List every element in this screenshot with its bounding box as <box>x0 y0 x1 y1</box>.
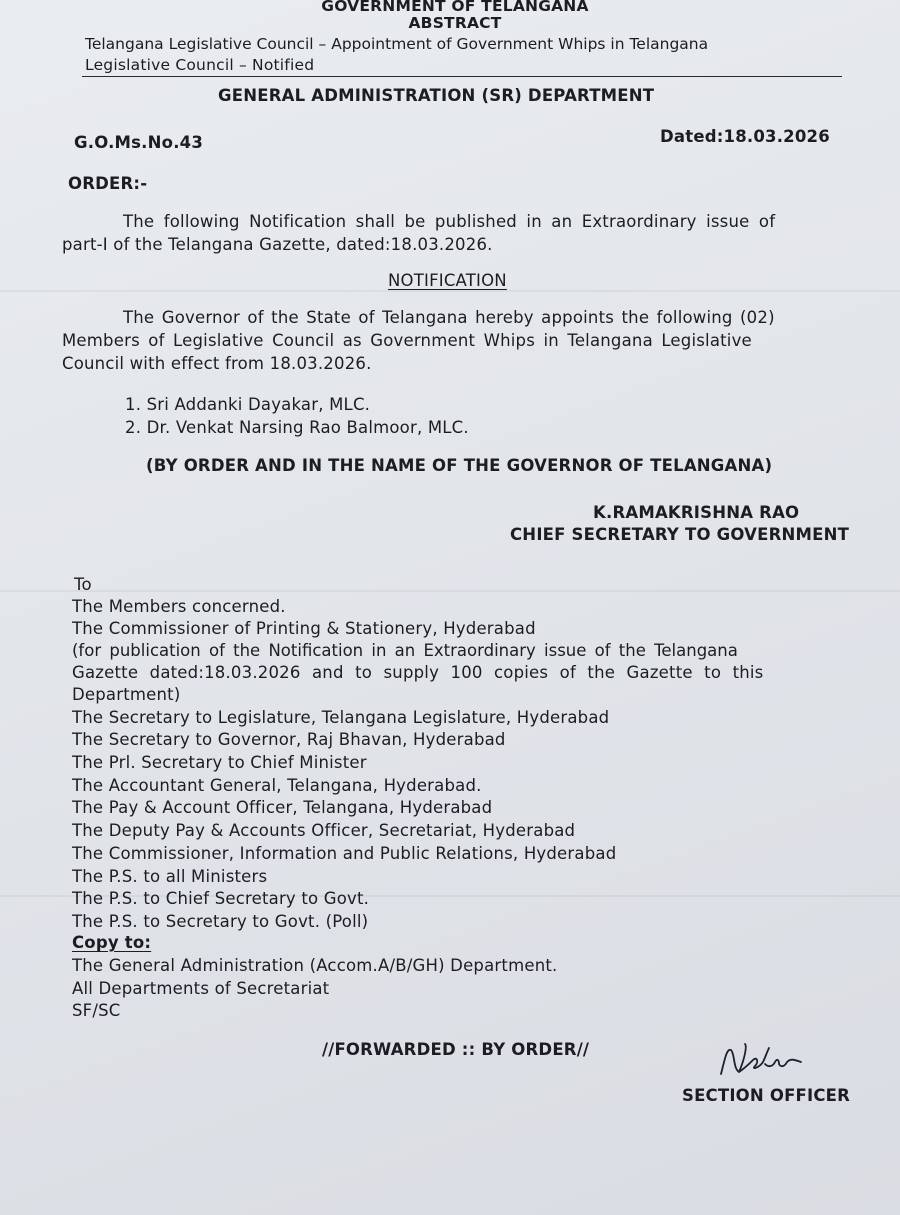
copy-to-label: Copy to: <box>72 933 152 952</box>
abstract-heading: ABSTRACT <box>408 14 502 32</box>
recipient-line: The Pay & Account Officer, Telangana, Hyderabad <box>72 798 493 817</box>
recipient-line: Department) <box>72 685 181 704</box>
department-heading: GENERAL ADMINISTRATION (SR) DEPARTMENT <box>218 86 655 105</box>
notification-line-2: Members of Legislative Council as Government Whips in Telangana Legislative <box>62 331 752 350</box>
recipient-line: The Commissioner of Printing & Stationery, Hyderabad <box>72 619 536 638</box>
recipient-line: The Accountant General, Telangana, Hyderabad. <box>72 776 482 795</box>
to-label: To <box>74 575 92 594</box>
section-officer: SECTION OFFICER <box>682 1086 851 1105</box>
notification-line-3: Council with effect from 18.03.2026. <box>62 354 372 373</box>
government-heading: GOVERNMENT OF TELANGANA <box>321 0 589 15</box>
recipient-line <box>72 641 842 660</box>
recipient-line: The Members concerned. <box>72 597 286 616</box>
order-paragraph-line-1: The following Notification shall be published in an Extraordinary issue of <box>123 212 776 231</box>
notification-line-1: The Governor of the State of Telangana hereby appoints the following (02) <box>123 308 775 327</box>
recipient-line: The Deputy Pay & Accounts Officer, Secretariat, Hyderabad <box>72 821 576 840</box>
subject-text-1: Telangana Legislative Council – Appointment of Government Whips in Telangana <box>85 35 709 53</box>
notification-heading: NOTIFICATION <box>388 271 507 290</box>
order-paragraph-line-2: part-I of the Telangana Gazette, dated:18.03.2026. <box>62 235 493 254</box>
recipient-line: The P.S. to Chief Secretary to Govt. <box>72 889 370 908</box>
member-1: 1. Sri Addanki Dayakar, MLC. <box>125 395 371 414</box>
recipient-line-text: (for publication of the Notification in an Extraordinary issue of the Telangana <box>72 641 738 660</box>
recipient-line: The Secretary to Governor, Raj Bhavan, Hyderabad <box>72 730 506 749</box>
signatory-name: K.RAMAKRISHNA RAO <box>593 503 800 522</box>
order-label: ORDER:- <box>68 174 148 193</box>
copy-to-line: All Departments of Secretariat <box>72 979 330 998</box>
subject-underline <box>82 76 842 77</box>
member-2: 2. Dr. Venkat Narsing Rao Balmoor, MLC. <box>125 418 469 437</box>
recipient-line: Gazette dated:18.03.2026 and to supply 100 copies of the Gazette to this <box>72 663 764 682</box>
recipient-line: The P.S. to all Ministers <box>72 867 268 886</box>
handwritten-signature <box>715 1038 825 1088</box>
signatory-title: CHIEF SECRETARY TO GOVERNMENT <box>510 525 850 544</box>
go-date: Dated:18.03.2026 <box>660 127 830 146</box>
subject-line-2: Legislative Council – Notified <box>85 56 315 74</box>
recipient-line: The Secretary to Legislature, Telangana Legislature, Hyderabad <box>72 708 610 727</box>
recipient-line: The Commissioner, Information and Public Relations, Hyderabad <box>72 844 617 863</box>
go-number: G.O.Ms.No.43 <box>74 133 204 152</box>
forwarded-by-order: //FORWARDED :: BY ORDER// <box>322 1040 590 1059</box>
recipient-line: The Prl. Secretary to Chief Minister <box>72 753 367 772</box>
recipient-line: The P.S. to Secretary to Govt. (Poll) <box>72 912 369 931</box>
by-order-line: (BY ORDER AND IN THE NAME OF THE GOVERNOR OF TELANGANA) <box>146 456 773 475</box>
copy-to-line: The General Administration (Accom.A/B/GH) Department. <box>72 956 558 975</box>
copy-to-line: SF/SC <box>72 1001 121 1020</box>
subject-line-1 <box>85 35 840 53</box>
